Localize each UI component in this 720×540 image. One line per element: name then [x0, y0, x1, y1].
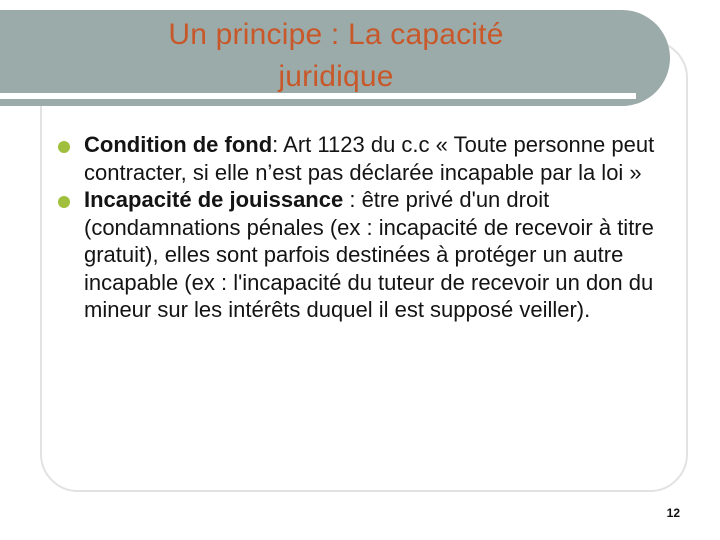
slide-title-line-2: juridique [278, 60, 394, 93]
bullet-dot-icon [58, 196, 70, 208]
slide-title-line-1: Un principe : La capacité [168, 18, 504, 51]
bullet-term: Condition de fond [84, 132, 273, 157]
bullet-list [56, 131, 656, 324]
slide-title [96, 14, 576, 98]
bullet-item-condition-de-fond [56, 131, 656, 186]
bullet-text: : être privé d'un droit (condamnations pénales (ex : incapacité de recevoir à titre gratuit), elles sont parfois destinées à protéger un autre incapable (ex : l'incapacité du tuteur de recevoir un don du mineur sur les intérêts duquel il est supposé veiller). [84, 187, 654, 322]
bullet-item-incapacite-de-jouissance [56, 186, 656, 324]
bullet-term: Incapacité de jouissance [84, 187, 344, 212]
bullet-text: : Art 1123 du c.c « Toute personne peut contracter, si elle n’est pas déclarée incapable par la loi » [84, 132, 655, 185]
page-number: 12 [666, 506, 680, 520]
bullet-dot-icon [58, 141, 70, 153]
